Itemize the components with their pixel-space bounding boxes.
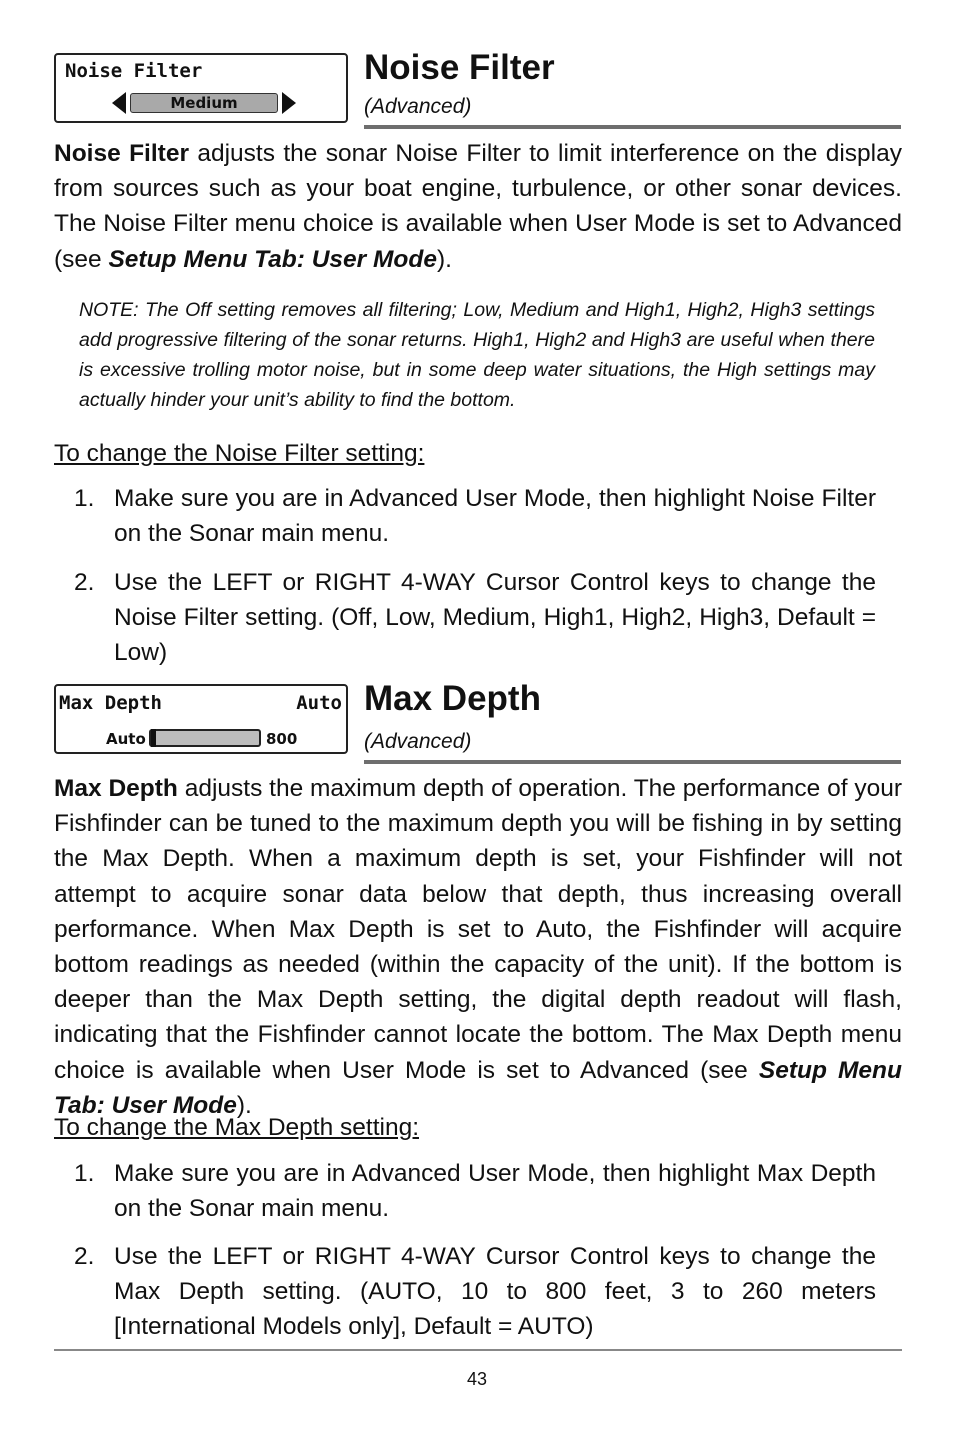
step-number: 2. (74, 1243, 95, 1270)
noise-filter-body-end: ). (436, 245, 452, 273)
noise-filter-heading-rule (364, 125, 901, 129)
step-text: Make sure you are in Advanced User Mode, then highlight Noise Filter on the Sonar main menu. (114, 485, 876, 548)
note-body: The Off setting removes all filtering; Low, Medium and High1, High2, High3 settings add progressive filtering of the sonar returns. High1, High2 and High3 are useful when there is excessive trolling motor noise, but in some deep water situations, the High settings may actually hinder your unit’s ability to find the bottom. (79, 299, 875, 411)
page-number: 43 (466, 1369, 488, 1389)
step-number: 1. (74, 485, 95, 512)
step-text: Use the LEFT or RIGHT 4-WAY Cursor Control keys to change the Max Depth setting. (AUTO, 10 to 800 feet, 3 to 260 meters [International Models only], Default = AUTO) (114, 1243, 876, 1341)
max-depth-lead: Max Depth (54, 775, 178, 802)
noise-filter-lead: Noise Filter (54, 140, 189, 167)
max-depth-step-2 (74, 1239, 876, 1345)
noise-filter-heading: Noise Filter (364, 48, 555, 87)
max-depth-menu-widget (54, 684, 348, 754)
noise-filter-step-1 (74, 481, 876, 551)
noise-filter-reference: Setup Menu Tab: User Mode (108, 245, 437, 273)
max-depth-heading-rule (364, 760, 901, 764)
max-depth-slider-thumb (151, 729, 156, 747)
noise-filter-note (79, 295, 875, 415)
noise-filter-subheading: (Advanced) (364, 95, 472, 118)
noise-filter-widget-title: Noise Filter (65, 60, 203, 82)
noise-filter-value-box (130, 93, 278, 113)
note-label: NOTE: (79, 299, 139, 321)
max-depth-slider-min-label: Auto (106, 730, 146, 748)
max-depth-widget-current: Auto (296, 692, 342, 714)
max-depth-subheading: (Advanced) (364, 730, 472, 753)
right-arrow-icon (282, 92, 296, 114)
noise-filter-description (54, 136, 902, 277)
max-depth-slider-track (149, 729, 261, 747)
step-text: Use the LEFT or RIGHT 4-WAY Cursor Control keys to change the Noise Filter setting. (Off, Low, Medium, High1, High2, High3, Default = Low) (114, 569, 876, 667)
noise-filter-widget-value: Medium (170, 94, 238, 112)
noise-filter-body: adjusts the sonar Noise Filter to limit interference on the display from sources such as your boat engine, turbulence, or other sonar devices. The Noise Filter menu choice is available when User Mode is set to Advanced (see (54, 140, 902, 273)
step-number: 1. (74, 1160, 95, 1187)
max-depth-body-end: ). (236, 1091, 252, 1119)
max-depth-howto-heading: To change the Max Depth setting: (54, 1114, 419, 1141)
max-depth-slider-max-label: 800 (266, 730, 298, 748)
max-depth-step-1 (74, 1156, 876, 1226)
noise-filter-menu-widget (54, 53, 348, 123)
noise-filter-step-2 (74, 565, 876, 671)
max-depth-description (54, 771, 902, 1123)
max-depth-heading: Max Depth (364, 679, 541, 718)
footer-rule (54, 1349, 902, 1351)
step-text: Make sure you are in Advanced User Mode, then highlight Max Depth on the Sonar main menu. (114, 1160, 876, 1223)
max-depth-widget-title: Max Depth (59, 692, 162, 714)
left-arrow-icon (112, 92, 126, 114)
max-depth-reference: Setup Menu Tab: User Mode (54, 1056, 902, 1119)
max-depth-body: adjusts the maximum depth of operation. The performance of your Fishfinder can be tuned to the maximum depth you will be fishing in by setting the Max Depth. When a maximum depth is set, your Fishfinder will not attempt to acquire sonar data below that depth, thus increasing overall performance. When Max Depth is set to Auto, the Fishfinder will acquire bottom readings as needed (within the capacity of the unit). If the bottom is deeper than the Max Depth setting, the digital depth readout will flash, indicating that the Fishfinder cannot locate the bottom. The Max Depth menu choice is available when User Mode is set to Advanced (see (54, 775, 902, 1084)
noise-filter-howto-heading: To change the Noise Filter setting: (54, 440, 425, 467)
step-number: 2. (74, 569, 95, 596)
